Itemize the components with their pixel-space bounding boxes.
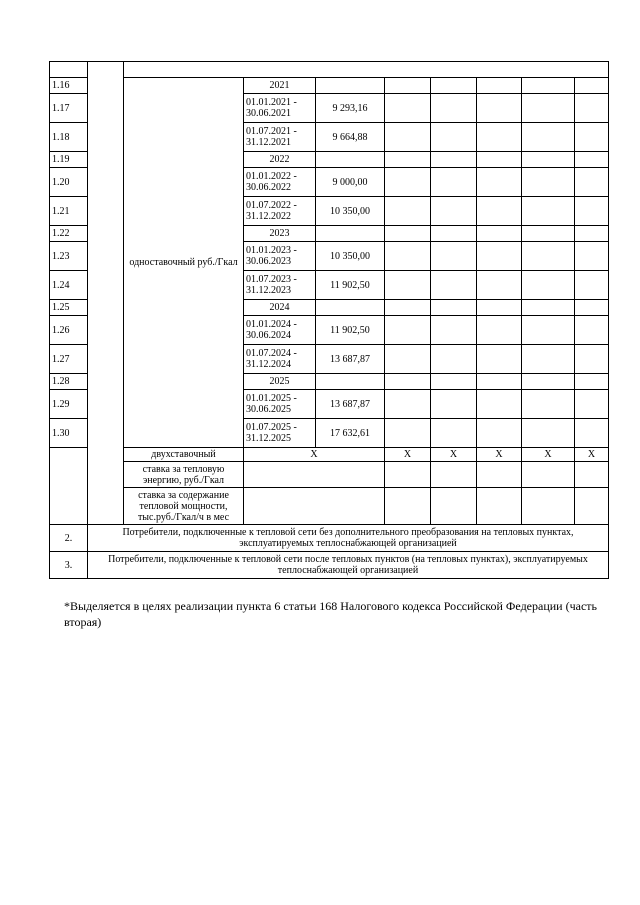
x-mark: X bbox=[575, 448, 609, 462]
tariff-value bbox=[316, 152, 385, 168]
empty-cell bbox=[385, 316, 431, 345]
x-mark: X bbox=[385, 448, 431, 462]
row-number: 1.18 bbox=[50, 123, 88, 152]
empty-cell bbox=[522, 123, 575, 152]
empty-cell bbox=[431, 94, 477, 123]
row-number: 1.21 bbox=[50, 197, 88, 226]
section-description: Потребители, подключенные к тепловой сети после тепловых пунктов (на тепловых пунктах), эксплуатируемых теплоснабжающей организацией bbox=[88, 552, 609, 579]
empty-cell bbox=[385, 374, 431, 390]
empty-cell bbox=[522, 168, 575, 197]
tariff-value bbox=[316, 374, 385, 390]
empty-cell bbox=[575, 242, 609, 271]
empty-cell bbox=[431, 226, 477, 242]
period-label: 01.07.2024 - 31.12.2024 bbox=[244, 345, 316, 374]
year-label: 2024 bbox=[244, 300, 316, 316]
empty-cell bbox=[385, 271, 431, 300]
empty-cell bbox=[431, 123, 477, 152]
empty-cell bbox=[575, 374, 609, 390]
empty-cell bbox=[522, 78, 575, 94]
two-rate-label: двухставочный bbox=[124, 448, 244, 462]
tariff-value: 13 687,87 bbox=[316, 390, 385, 419]
empty-cell bbox=[477, 152, 522, 168]
row-number: 1.20 bbox=[50, 168, 88, 197]
header-stub-cell bbox=[124, 62, 609, 78]
tariff-value: 10 350,00 bbox=[316, 242, 385, 271]
empty-cell bbox=[575, 390, 609, 419]
empty-cell bbox=[575, 419, 609, 448]
empty-cell bbox=[385, 226, 431, 242]
empty-cell bbox=[477, 345, 522, 374]
tariff-value bbox=[316, 226, 385, 242]
period-label: 01.01.2025 - 30.06.2025 bbox=[244, 390, 316, 419]
empty-cell bbox=[385, 345, 431, 374]
empty-cell bbox=[575, 488, 609, 525]
empty-cell bbox=[522, 197, 575, 226]
empty-cell bbox=[431, 271, 477, 300]
empty-cell bbox=[477, 242, 522, 271]
empty-cell bbox=[522, 226, 575, 242]
year-label: 2022 bbox=[244, 152, 316, 168]
empty-cell bbox=[575, 197, 609, 226]
empty-cell bbox=[477, 197, 522, 226]
empty-cell bbox=[477, 78, 522, 94]
row-number: 1.22 bbox=[50, 226, 88, 242]
capacity-rate-row bbox=[50, 488, 609, 525]
header-stub-cell bbox=[50, 62, 88, 78]
row-number: 1.16 bbox=[50, 78, 88, 94]
empty-cell bbox=[522, 152, 575, 168]
empty-cell bbox=[431, 168, 477, 197]
empty-cell bbox=[431, 419, 477, 448]
empty-cell bbox=[385, 390, 431, 419]
empty-cell bbox=[431, 462, 477, 488]
empty-cell bbox=[575, 168, 609, 197]
empty-cell bbox=[477, 316, 522, 345]
one-rate-label: одноставочный руб./Гкал bbox=[124, 78, 244, 448]
year-label: 2023 bbox=[244, 226, 316, 242]
empty-cell bbox=[522, 390, 575, 419]
section-row bbox=[50, 525, 609, 552]
empty-cell bbox=[522, 374, 575, 390]
empty-cell bbox=[431, 345, 477, 374]
tariff-table bbox=[49, 61, 609, 579]
tariff-row bbox=[50, 78, 609, 94]
empty-cell bbox=[385, 300, 431, 316]
empty-cell bbox=[385, 197, 431, 226]
row-number: 1.19 bbox=[50, 152, 88, 168]
row-number: 1.24 bbox=[50, 271, 88, 300]
row-number: 1.27 bbox=[50, 345, 88, 374]
empty-cell bbox=[522, 242, 575, 271]
empty-cell bbox=[244, 462, 385, 488]
empty-cell bbox=[522, 300, 575, 316]
header-stub-row bbox=[50, 62, 609, 78]
empty-cell bbox=[522, 316, 575, 345]
empty-cell bbox=[385, 168, 431, 197]
period-label: 01.01.2023 - 30.06.2023 bbox=[244, 242, 316, 271]
empty-cell bbox=[431, 390, 477, 419]
empty-cell bbox=[575, 94, 609, 123]
row-number: 1.30 bbox=[50, 419, 88, 448]
empty-cell bbox=[477, 226, 522, 242]
section-number: 2. bbox=[50, 525, 88, 552]
empty-cell bbox=[477, 374, 522, 390]
x-mark: X bbox=[477, 448, 522, 462]
tariff-value: 9 664,88 bbox=[316, 123, 385, 152]
x-mark: X bbox=[522, 448, 575, 462]
empty-cell bbox=[385, 488, 431, 525]
empty-cell bbox=[575, 345, 609, 374]
x-mark: X bbox=[244, 448, 385, 462]
tariff-value: 11 902,50 bbox=[316, 271, 385, 300]
empty-cell bbox=[431, 300, 477, 316]
empty-cell bbox=[575, 152, 609, 168]
energy-rate-row bbox=[50, 462, 609, 488]
period-label: 01.07.2021 - 31.12.2021 bbox=[244, 123, 316, 152]
tariff-value: 13 687,87 bbox=[316, 345, 385, 374]
x-mark: X bbox=[431, 448, 477, 462]
empty-cell bbox=[477, 168, 522, 197]
row-number: 1.26 bbox=[50, 316, 88, 345]
row-number: 1.25 bbox=[50, 300, 88, 316]
empty-cell bbox=[477, 123, 522, 152]
period-label: 01.07.2023 - 31.12.2023 bbox=[244, 271, 316, 300]
empty-cell bbox=[431, 78, 477, 94]
tariff-value bbox=[316, 300, 385, 316]
empty-cell bbox=[385, 419, 431, 448]
row-number bbox=[50, 448, 88, 525]
empty-cell bbox=[431, 152, 477, 168]
section-number: 3. bbox=[50, 552, 88, 579]
period-label: 01.01.2022 - 30.06.2022 bbox=[244, 168, 316, 197]
year-label: 2025 bbox=[244, 374, 316, 390]
row-number: 1.29 bbox=[50, 390, 88, 419]
empty-cell bbox=[477, 419, 522, 448]
empty-cell bbox=[431, 316, 477, 345]
tariff-value: 11 902,50 bbox=[316, 316, 385, 345]
empty-cell bbox=[431, 197, 477, 226]
empty-cell bbox=[385, 94, 431, 123]
tariff-value: 17 632,61 bbox=[316, 419, 385, 448]
empty-cell bbox=[477, 462, 522, 488]
empty-cell bbox=[575, 78, 609, 94]
empty-cell bbox=[575, 300, 609, 316]
footnote: *Выделяется в целях реализации пункта 6 статьи 168 Налогового кодекса Российской Федерации (часть вторая) bbox=[64, 599, 598, 629]
tariff-value: 9 293,16 bbox=[316, 94, 385, 123]
empty-cell bbox=[522, 94, 575, 123]
empty-cell bbox=[477, 390, 522, 419]
energy-rate-label: ставка за тепловую энергию, руб./Гкал bbox=[124, 462, 244, 488]
year-label: 2021 bbox=[244, 78, 316, 94]
empty-cell bbox=[522, 462, 575, 488]
empty-cell bbox=[575, 316, 609, 345]
empty-cell bbox=[522, 271, 575, 300]
empty-cell bbox=[477, 271, 522, 300]
empty-cell bbox=[477, 94, 522, 123]
tariff-value bbox=[316, 78, 385, 94]
tariff-value: 10 350,00 bbox=[316, 197, 385, 226]
empty-cell bbox=[244, 488, 385, 525]
period-label: 01.07.2022 - 31.12.2022 bbox=[244, 197, 316, 226]
empty-cell bbox=[477, 488, 522, 525]
empty-cell bbox=[575, 462, 609, 488]
period-label: 01.07.2025 - 31.12.2025 bbox=[244, 419, 316, 448]
empty-cell bbox=[431, 242, 477, 271]
empty-cell bbox=[522, 488, 575, 525]
tariff-value: 9 000,00 bbox=[316, 168, 385, 197]
empty-cell bbox=[522, 345, 575, 374]
left-merged-column bbox=[88, 62, 124, 525]
section-description: Потребители, подключенные к тепловой сети без дополнительного преобразования на тепловых пунктах, эксплуатируемых теплоснабжающей организацией bbox=[88, 525, 609, 552]
empty-cell bbox=[385, 78, 431, 94]
empty-cell bbox=[431, 488, 477, 525]
row-number: 1.23 bbox=[50, 242, 88, 271]
period-label: 01.01.2021 - 30.06.2021 bbox=[244, 94, 316, 123]
empty-cell bbox=[575, 123, 609, 152]
period-label: 01.01.2024 - 30.06.2024 bbox=[244, 316, 316, 345]
section-row bbox=[50, 552, 609, 579]
empty-cell bbox=[385, 152, 431, 168]
two-rate-row bbox=[50, 448, 609, 462]
empty-cell bbox=[477, 300, 522, 316]
empty-cell bbox=[575, 271, 609, 300]
row-number: 1.28 bbox=[50, 374, 88, 390]
empty-cell bbox=[385, 462, 431, 488]
row-number: 1.17 bbox=[50, 94, 88, 123]
capacity-rate-label: ставка за содержание тепловой мощности, тыс.руб./Гкал/ч в мес bbox=[124, 488, 244, 525]
empty-cell bbox=[385, 242, 431, 271]
empty-cell bbox=[522, 419, 575, 448]
empty-cell bbox=[431, 374, 477, 390]
empty-cell bbox=[385, 123, 431, 152]
empty-cell bbox=[575, 226, 609, 242]
